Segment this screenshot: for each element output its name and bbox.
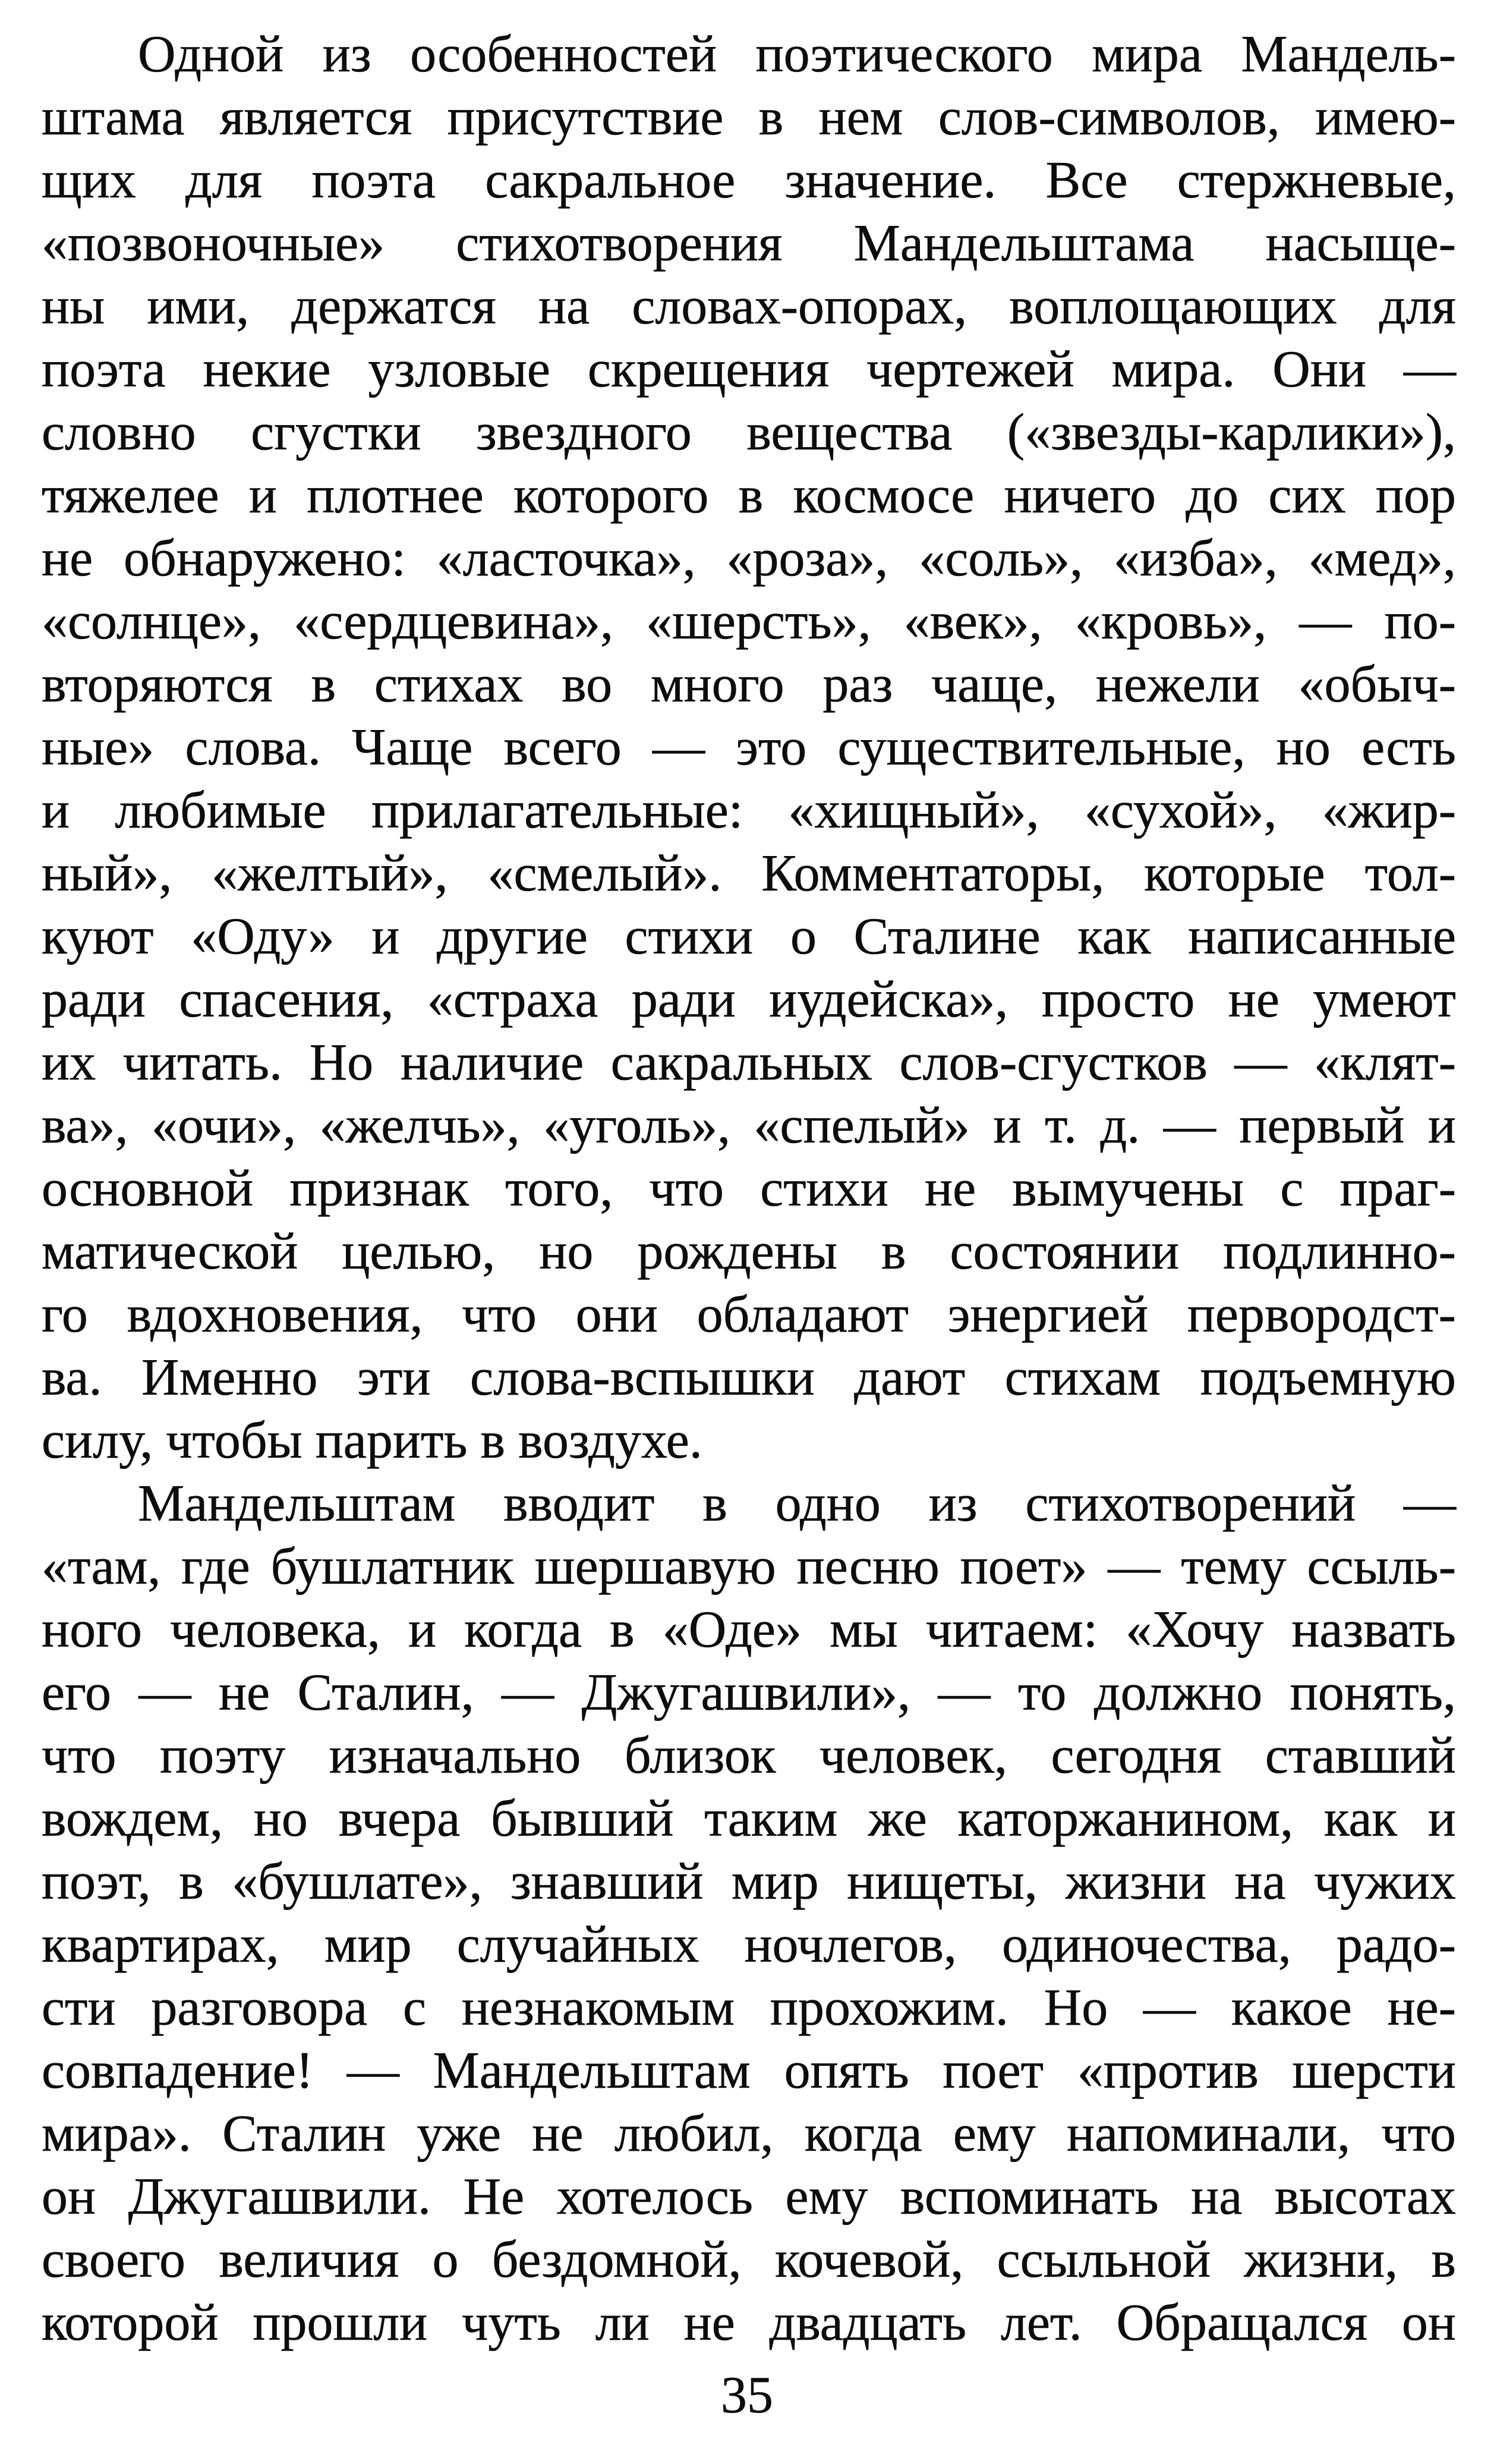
text-line: штама является присутствие в нем слов-символов, имею- [42, 89, 1456, 146]
text-line: поэта некие узловые скрещения чертежей мира. Они — [42, 341, 1456, 398]
text-line: не обнаружено: «ласточка», «роза», «соль», «изба», «мед», [42, 530, 1456, 587]
text-line: ного человека, и когда в «Оде» мы читаем: «Хочу назвать [42, 1601, 1456, 1659]
text-line: его — не Сталин, — Джугашвили», — то должно понять, [42, 1664, 1456, 1722]
text-line: «солнце», «сердцевина», «шерсть», «век», «кровь», — по- [42, 593, 1456, 650]
text-line: своего величия о бездомной, кочевой, ссыльной жизни, в [42, 2231, 1456, 2289]
text-line: квартирах, мир случайных ночлегов, одиночества, радо- [42, 1916, 1456, 1974]
text-line: ный», «желтый», «смелый». Комментаторы, которые тол- [42, 845, 1456, 902]
text-line: ва. Именно эти слова-вспышки дают стихам подъемную [42, 1349, 1456, 1406]
text-line: силу, чтобы парить в воздухе. [42, 1412, 702, 1469]
text-line: Одной из особенностей поэтического мира Мандель- [138, 26, 1456, 83]
text-line: он Джугашвили. Не хотелось ему вспоминать на высотах [42, 2168, 1456, 2226]
text-line: ради спасения, «страха ради иудейска», просто не умеют [42, 971, 1456, 1028]
text-line: куют «Оду» и другие стихи о Сталине как написанные [42, 908, 1456, 965]
text-line: тяжелее и плотнее которого в космосе ничего до сих пор [42, 467, 1456, 524]
text-line: вторяются в стихах во много раз чаще, нежели «обыч- [42, 656, 1456, 713]
text-line: основной признак того, что стихи не вымучены с праг- [42, 1160, 1456, 1217]
text-line: которой прошли чуть ли не двадцать лет. Обращался он [42, 2294, 1456, 2352]
text-line: ва», «очи», «желчь», «уголь», «спелый» и т. д. — первый и [42, 1097, 1456, 1154]
text-line: щих для поэта сакральное значение. Все стержневые, [42, 152, 1456, 209]
text-line: что поэту изначально близок человек, сегодня ставший [42, 1727, 1456, 1785]
text-line: ные» слова. Чаще всего — это существительные, но есть [42, 719, 1456, 776]
text-line: го вдохновения, что они обладают энергией первородст- [42, 1286, 1456, 1343]
text-line: вождем, но вчера бывший таким же каторжанином, как и [42, 1790, 1456, 1848]
text-line: «там, где бушлатник шершавую песню поет» — тему ссыль- [42, 1538, 1456, 1596]
text-line: их читать. Но наличие сакральных слов-сгустков — «клят- [42, 1034, 1456, 1091]
text-line: ны ими, держатся на словах-опорах, воплощающих для [42, 278, 1456, 335]
text-line: «позвоночные» стихотворения Мандельштама насыще- [42, 215, 1456, 272]
text-line: и любимые прилагательные: «хищный», «сухой», «жир- [42, 782, 1456, 839]
text-line: поэт, в «бушлате», знавший мир нищеты, жизни на чужих [42, 1853, 1456, 1911]
text-line: мира». Сталин уже не любил, когда ему напоминали, что [42, 2105, 1456, 2163]
text-line: матической целью, но рождены в состоянии подлинно- [42, 1223, 1456, 1280]
page-number: 35 [721, 2367, 773, 2424]
text-line: совпадение! — Мандельштам опять поет «против шерсти [42, 2042, 1456, 2100]
text-line: словно сгустки звездного вещества («звезды-карлики»), [42, 404, 1456, 461]
text-line: Мандельштам вводит в одно из стихотворений — [138, 1475, 1456, 1532]
text-line: сти разговора с незнакомым прохожим. Но — какое не- [42, 1979, 1456, 2037]
